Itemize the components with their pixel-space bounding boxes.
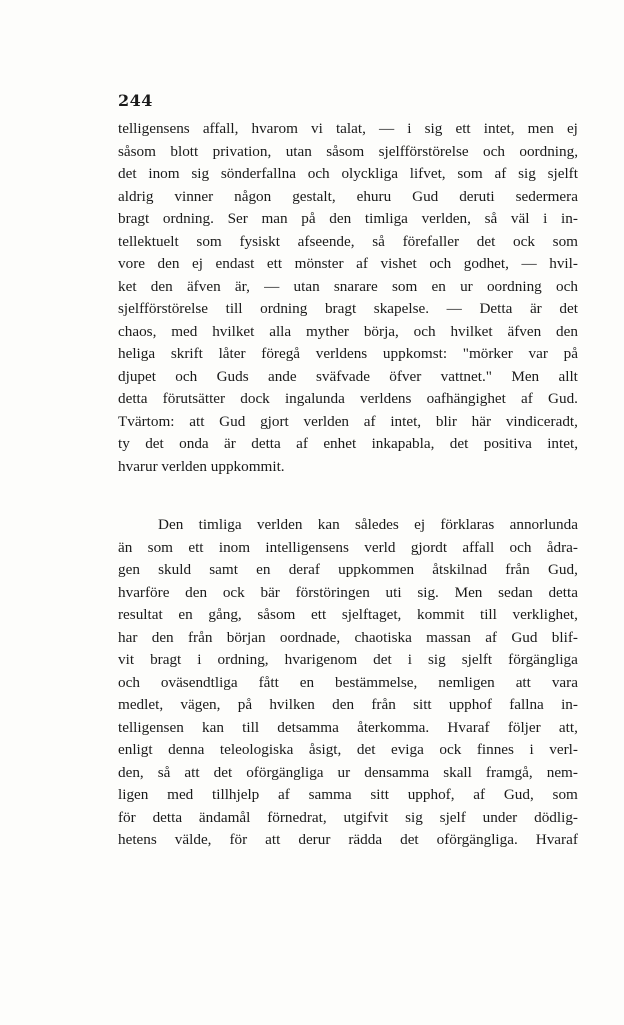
text-line: och oväsendtliga fått en bestämmelse, nemligen att vara	[118, 673, 578, 691]
text-line: detta förutsätter dock ingalunda verldens oafhängighet af Gud.	[118, 390, 578, 407]
text-line: såsom blott privation, utan såsom sjelfförstörelse och oordning,	[118, 142, 578, 160]
text-line: hvarföre den ock bär förstöringen uti sig. Men sedan detta	[118, 583, 578, 601]
text-line: den, så att det oförgängliga ur densamma skall framgå, nem-	[118, 763, 578, 781]
text-line: enligt denna teleologiska åsigt, det eviga ock finnes i verl-	[118, 741, 578, 758]
text-line: medlet, vägen, på hvilken den från sitt upphof fallna in-	[118, 696, 578, 713]
text-line: för detta ändamål förnedrat, utgifvit sig sjelf under dödlig-	[118, 808, 578, 826]
paragraph-1	[118, 118, 578, 478]
text-line: vit bragt i ordning, hvarigenom det i sig sjelft förgängliga	[118, 651, 578, 668]
text-line: chaos, med hvilket alla myther börja, och hvilket äfven den	[118, 322, 578, 340]
text-line: bragt ordning. Ser man på den timliga verlden, så väl i in-	[118, 210, 578, 227]
text-line: sjelfförstörelse till ordning bragt skapelse. — Detta är det	[118, 300, 578, 317]
text-line: ket den äfven är, — utan snarare som en ur oordning och	[118, 277, 578, 295]
text-line: än som ett inom intelligensens verld gjordt affall och ådra-	[118, 538, 578, 556]
text-line: Tvärtom: att Gud gjort verlden af intet, blir här vindiceradt,	[118, 412, 578, 430]
text-line: aldrig vinner någon gestalt, ehuru Gud deruti sedermera	[118, 187, 578, 205]
text-line: tellektuelt som fysiskt afseende, så förefaller det ock som	[118, 232, 578, 250]
text-line: ty det onda är detta af enhet inkapabla, det positiva intet,	[118, 435, 578, 452]
text-line: det inom sig sönderfallna och olyckliga lifvet, som af sig sjelft	[118, 165, 578, 182]
text-line: telligensens affall, hvarom vi talat, — i sig ett intet, men ej	[118, 120, 578, 137]
text-line: heliga skrift låter föregå verldens uppkomst: "mörker var på	[118, 345, 578, 362]
text-line: hetens välde, för att derur rädda det oförgängliga. Hvaraf	[118, 831, 578, 848]
paragraph-2	[118, 514, 578, 852]
text-line: hvarur verlden uppkommit.	[118, 457, 285, 475]
text-line: djupet och Guds ande sväfvade öfver vattnet." Men allt	[118, 367, 578, 385]
text-line: resultat en gång, såsom ett sjelftaget, kommit till verklighet,	[118, 606, 578, 623]
text-line: har den från början oordnade, chaotiska massan af Gud blif-	[118, 628, 578, 646]
text-line: telligensen kan till detsamma återkomma. Hvaraf följer att,	[118, 718, 578, 736]
page-number: 244	[118, 91, 153, 110]
text-line: vore den ej endast ett mönster af vishet och godhet, — hvil-	[118, 255, 578, 272]
text-line: Den timliga verlden kan således ej förklaras annorlunda	[158, 516, 578, 533]
text-line: gen skuld samt en deraf uppkommen åtskilnad från Gud,	[118, 561, 578, 578]
text-line: ligen med tillhjelp af samma sitt upphof, af Gud, som	[118, 786, 578, 803]
